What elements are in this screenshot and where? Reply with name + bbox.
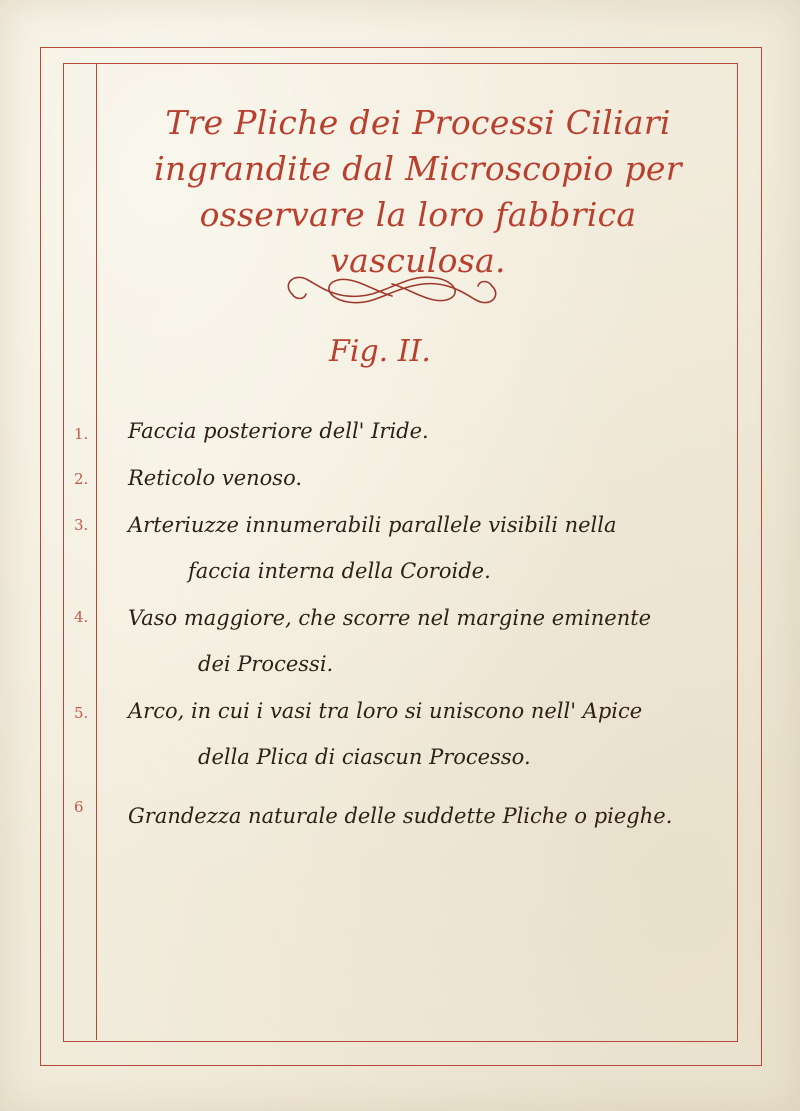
legend-text (128, 595, 708, 687)
flourish-ornament-icon (280, 266, 504, 314)
legend-number: 6 (74, 798, 84, 816)
legend-text (128, 688, 708, 780)
legend-line: della Plica di ciascun Processo. (198, 745, 531, 769)
figure-label: Fig. II. (329, 334, 431, 369)
legend-line: Faccia posteriore dell' Iride. (128, 419, 429, 443)
legend-line: Arco, in cui i vasi tra loro si uniscono nell' Apice (128, 699, 643, 723)
legend-text (128, 455, 708, 501)
legend-line: Reticolo venoso. (128, 466, 303, 490)
legend-number: 3. (74, 516, 89, 534)
legend-line: Arteriuzze innumerabili parallele visibili nella (128, 513, 617, 537)
legend-line: dei Processi. (198, 652, 334, 676)
legend-text (128, 408, 708, 454)
legend-line: faccia interna della Coroide. (188, 559, 491, 583)
legend-number: 2. (74, 470, 89, 488)
margin-rule (96, 64, 97, 1040)
legend-text (128, 502, 708, 594)
legend-number: 4. (74, 608, 89, 626)
legend-line: Grandezza naturale delle suddette Pliche o pieghe. (128, 804, 673, 828)
legend-number: 5. (74, 704, 89, 722)
legend-number: 1. (74, 425, 89, 443)
legend-text (128, 793, 708, 839)
page-title: Tre Pliche dei Processi Ciliari ingrandite dal Microscopio per osservare la loro fabbrica vasculosa. (154, 103, 682, 280)
legend-line: Vaso maggiore, che scorre nel margine eminente (128, 606, 652, 630)
